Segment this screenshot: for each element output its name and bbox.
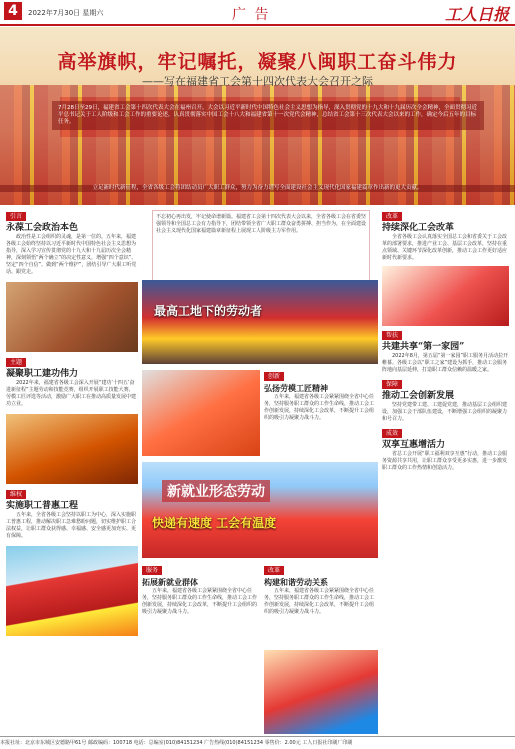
section-title: 凝聚职工建功伟力 [6,369,79,379]
left-photo-1 [6,282,138,352]
section-tag: 改革 [382,212,402,221]
left-section-3 [6,488,138,540]
section-tag: 创新 [264,372,284,381]
section-title: 弘扬劳模工匠精神 [264,383,328,393]
section-body: 五年来，福建省各级工会紧紧围绕全省中心任务，坚持服务职工群众的工作生命线，推动工会工作创新发展，持续深化工会改革，不断提升工会组织的吸引力凝聚力战斗力。 [264,588,375,615]
hero-deck-secondary: 立足新时代新征程，全省各级工会将团结动员广大职工群众，努力为奋力谱写全面建设社会主义现代化国家福建篇章作出新的更大贡献。 [0,185,515,192]
section-tag: 成效 [382,429,402,438]
section-tag: 帮扶 [382,331,402,340]
banner-new-employment: 新就业形态劳动 [162,480,270,502]
banner-delivery: 快递有速度 工会有温度 [152,516,277,530]
middle-text-3 [264,564,378,644]
section-body: 2022年8月，第五届“第一家园”职工服务月活动拉开帷幕。各级工会以“职工之家”建设为抓手，推动工会服务阵地向基层延伸，打造职工群众信赖的温暖之家。 [382,353,509,373]
section-title: 双享互惠增活力 [382,440,446,450]
left-section-1 [6,210,138,276]
middle-photo-2 [142,370,260,456]
section-title: 永葆工会政治本色 [6,223,79,233]
newspaper-logo: 工人日报 [444,5,509,24]
right-section-4 [382,427,509,472]
section-body: 坚持党建带工建、工建促党建，推动基层工会组织建设，加强工会干部队伍建设，不断增强工会组织的凝聚力和号召力。 [382,402,508,422]
section-tag: 维权 [6,490,26,499]
middle-intro-box: 不忘初心再出发，牢记使命谱新篇。福建省工会第十四次代表大会以来，全省各级工会在省委坚强领导和全国总工会有力指导下，团结带领全省广大职工群众奋勇拼搏、担当作为，在全面建设社会主义现代化国家福建篇章新征程上展现工人阶级主力军作用。 [152,210,370,282]
page-number: 4 [4,2,22,20]
section-body: 省总工会开展“职工福利双享互惠”行动，推动工会服务资源共享共用，让职工群众享受更多实惠，进一步激发职工群众的工作热情和创造活力。 [382,451,508,471]
section-body: 2022年来，福建省各级工会深入开展“建功‘十四五’奋进新征程”主题劳动和技能竞赛，组织开展职工技能大赛、劳模工匠评选等活动，激励广大职工在推动高质量发展中建功立业。 [6,380,137,407]
middle-text-1 [264,370,378,456]
right-photo-1 [382,266,509,326]
hero-title: 高举旗帜，牢记嘱托，凝聚八闽职工奋斗伟力 [57,51,458,73]
banner-workers: 最高工地下的劳动者 [154,304,263,318]
page-footer: 本报社址：北京市东城区安德路甲61号 邮政编码：100718 电话：总编室(010)84151234 广告热线(010)84151234 零售价：2.00元 工人日报社印刷厂印刷 [0,736,515,749]
section-body: 五年来，全省各级工会坚持以职工为中心，深入实施职工普惠工程，推动解决职工急难愁盼问题，切实维护职工合法权益，让职工群众获得感、幸福感、安全感更加充实、更有保障。 [6,512,137,539]
section-body: 政治性是工会组织的灵魂，是第一位的。五年来，福建各级工会始终坚持以习近平新时代中国特色社会主义思想为指导，深入学习宣传贯彻党的十九大和十九届历次全会精神，深刻领悟“两个确立”的决定性意义，增强“四个意识”、坚定“四个自信”、做到“两个维护”，团结引导广大职工听党话、跟党走。 [6,234,137,275]
middle-photo-1 [142,280,378,364]
middle-column [142,210,378,734]
section-body: 五年来，福建省各级工会紧紧围绕全省中心任务，坚持服务职工群众的工作生命线，推动工会工作创新发展，持续深化工会改革，不断提升工会组织的吸引力凝聚力战斗力。 [264,394,375,421]
right-section-1 [382,210,509,262]
middle-text-2 [142,564,260,734]
section-tag: 主题 [6,358,26,367]
issue-date: 2022年7月30日 星期六 [28,9,104,17]
hero-banner [0,27,515,205]
section-title: 广 告 [232,7,271,23]
section-title: 构建和谐劳动关系 [264,577,328,587]
left-section-2 [6,356,138,408]
middle-photo-3 [142,462,378,558]
right-section-3 [382,378,509,423]
section-title: 持续深化工会改革 [382,223,455,233]
middle-photo-4 [264,650,378,734]
section-body: 全省各级工会认真落实全国总工会和省委关于工会改革的部署要求，推进产业工会、基层工会改革，坚持在重点领域、关键环节深化改革创新，推动工会工作更好适应新时代新要求。 [382,234,508,261]
section-tag: 引言 [6,212,26,221]
section-body: 五年来，福建省各级工会紧紧围绕全省中心任务，坚持服务职工群众的工作生命线，推动工会工作创新发展，持续深化工会改革，不断提升工会组织的吸引力凝聚力战斗力。 [142,588,258,615]
right-section-2 [382,329,509,374]
section-title: 共建共享“第一家园” [382,342,465,352]
section-title: 拓展新就业群体 [142,577,198,587]
section-tag: 保障 [382,380,402,389]
page-header [0,0,515,26]
hero-subtitle: ——写在福建省工会第十四次代表大会召开之际 [142,75,373,88]
section-title: 实施职工普惠工程 [6,501,79,511]
left-photo-2 [6,414,138,484]
section-tag: 服务 [142,566,162,575]
left-photo-3 [6,546,138,636]
section-title: 推动工会创新发展 [382,391,455,401]
left-column [6,210,138,734]
right-column [382,210,509,734]
hero-deck: 7月28日至29日，福建省工会第十四次代表大会在福州召开。大会以习近平新时代中国特色社会主义思想为指导，深入贯彻党的十九大和十九届历次全会精神，全面贯彻习近平总书记关于工人阶级和工会工作的重要论述，认真贯彻落实中国工会十八大和福建省第十一次党代会精神，总结省工会第十三次代表大会以来的工作，确定今后五年的目标任务。 [52,101,484,130]
section-tag: 改革 [264,566,284,575]
